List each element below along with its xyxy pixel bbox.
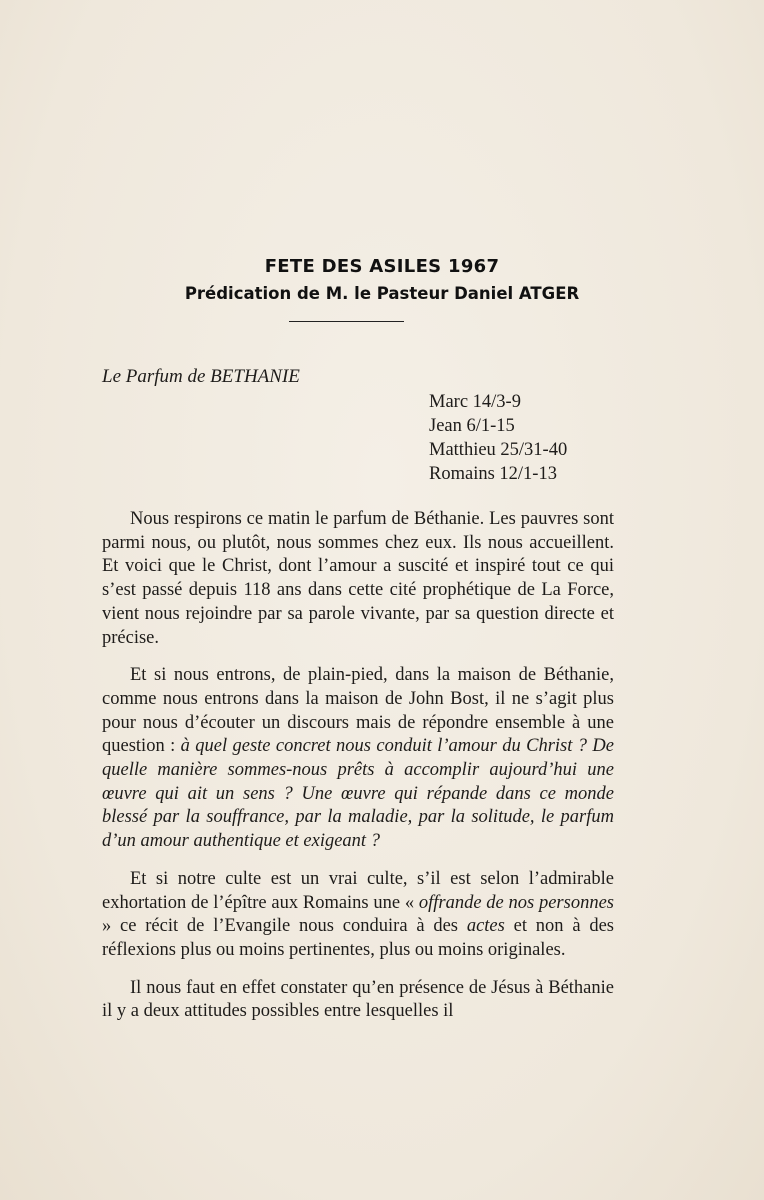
reference-item: Jean 6/1-15	[429, 416, 515, 436]
paragraph-2	[102, 664, 614, 854]
title-divider	[289, 321, 404, 322]
paragraph-1: Nous respirons ce matin le parfum de Béthanie. Les pauvres sont parmi nous, ou plutôt, nous sommes chez eux. Ils nous accueillent. Et voici que le Christ, dont l’amour a suscité et inspiré tout ce qui s’est passé depuis 118 ans dans cette cité prophétique de La Force, vient nous rejoindre par sa parole vivante, par sa question directe et précise.	[102, 509, 614, 648]
sermon-title: Le Parfum de BETHANIE	[102, 366, 300, 387]
reference-item: Matthieu 25/31-40	[429, 440, 568, 460]
paragraph-3	[102, 868, 614, 963]
paragraph-3-text-e: et non à des réflexions plus ou moins pertinentes, plus ou moins originales.	[102, 916, 615, 960]
page-title: FETE DES ASILES 1967	[264, 256, 500, 277]
paragraph-3-text-a: Et si notre culte est un vrai culte, s’il est selon l’admirable exhortation de l’épître aux Romains une «	[102, 868, 614, 913]
sermon-body	[102, 508, 614, 1038]
paragraph-2-question: à quel geste concret nous conduit l’amour du Christ ? De quelle manière sommes-nous prêts à accomplir aujourd’hui une œuvre qui ait un sens ? Une œuvre qui répande dans ce monde blessé par la souffrance, par la maladie, par la solitude, le parfum d’un amour authentique et exigeant ?	[102, 736, 614, 852]
paragraph-3-emphasis-offrande: offrande de nos personnes	[418, 892, 614, 913]
reference-item: Romains 12/1-13	[429, 464, 557, 484]
paragraph-3-text-c: » ce récit de l’Evangile nous conduira à des	[102, 916, 467, 937]
paragraph-4: Il nous faut en effet constater qu’en présence de Jésus à Béthanie il y a deux attitudes possibles entre lesquelles il	[102, 977, 614, 1022]
paragraph-2-text: Et si nous entrons, de plain-pied, dans la maison de Béthanie, comme nous entrons dans la maison de John Bost, il ne s’agit plus pour nous d’écouter un discours mais de répondre ensemble à une question :	[102, 665, 614, 757]
paragraph-3-emphasis-actes: actes	[466, 916, 505, 937]
reference-item: Marc 14/3-9	[429, 392, 521, 412]
scripture-references	[429, 390, 567, 486]
page-subtitle: Prédication de M. le Pasteur Daniel ATGER	[184, 284, 580, 303]
